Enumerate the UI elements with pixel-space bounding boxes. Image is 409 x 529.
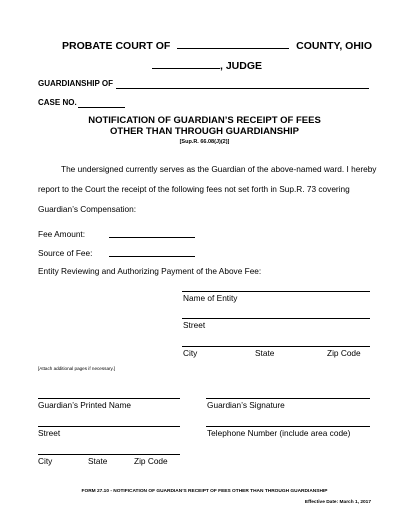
signature-line[interactable]	[206, 398, 370, 399]
case-no-blank[interactable]	[78, 107, 125, 108]
court-prefix: PROBATE COURT OF	[62, 40, 171, 52]
judge-heading	[152, 60, 262, 72]
case-no-label: CASE NO.	[38, 98, 77, 107]
guardianship-of-label: GUARDIANSHIP OF	[38, 79, 113, 88]
signature-label: Guardian’s Signature	[207, 400, 285, 410]
entity-street-label: Street	[183, 320, 206, 330]
ward-name-blank[interactable]	[116, 88, 369, 89]
printed-name-label: Guardian’s Printed Name	[38, 400, 132, 410]
fee-amount-label: Fee Amount:	[38, 229, 86, 239]
entity-reviewing-label: Entity Reviewing and Authorizing Payment of the Above Fee:	[38, 266, 262, 276]
entity-name-line[interactable]	[182, 291, 370, 292]
entity-name-label: Name of Entity	[183, 293, 238, 303]
guardian-zip-label: Zip Code	[134, 456, 168, 466]
telephone-label: Telephone Number (include area code)	[207, 428, 351, 438]
source-of-fee-blank[interactable]	[109, 256, 195, 257]
telephone-line[interactable]	[206, 426, 370, 427]
guardian-city-label: City	[38, 456, 53, 466]
attach-note: [Attach additional pages if necessary.]	[38, 366, 116, 371]
entity-street-line[interactable]	[182, 318, 370, 319]
guardian-city-line[interactable]	[38, 454, 180, 455]
body-line3: Guardian’s Compensation:	[38, 204, 137, 214]
entity-state-label: State	[255, 348, 275, 358]
court-suffix: COUNTY, OHIO	[296, 40, 372, 52]
body-line2: report to the Court the receipt of the following fees not set forth in Sup.R. 73 covering	[38, 184, 350, 194]
effective-date: Effective Date: March 1, 2017	[304, 500, 371, 505]
body-line1: The undersigned currently serves as the Guardian of the above-named ward. I hereby	[61, 164, 377, 174]
entity-city-label: City	[183, 348, 198, 358]
form-footer: FORM 27.10 - NOTIFICATION OF GUARDIAN’S RECEIPT OF FEES OTHER THAN THROUGH GUARDIANSHIP	[81, 489, 328, 494]
court-heading	[62, 40, 372, 52]
entity-zip-label: Zip Code	[327, 348, 361, 358]
form-title-line1: NOTIFICATION OF GUARDIAN’S RECEIPT OF FEES	[88, 115, 321, 126]
fee-amount-blank[interactable]	[109, 237, 195, 238]
guardian-street-line[interactable]	[38, 426, 180, 427]
printed-name-line[interactable]	[38, 398, 180, 399]
judge-name-blank[interactable]	[152, 68, 220, 69]
guardian-state-label: State	[88, 456, 108, 466]
county-blank[interactable]	[177, 48, 289, 49]
rule-reference: [Sup.R. 66.08(J)(2)]	[179, 139, 230, 145]
guardian-street-label: Street	[38, 428, 61, 438]
judge-label: , JUDGE	[220, 60, 263, 72]
form-title-line2: OTHER THAN THROUGH GUARDIANSHIP	[110, 126, 299, 137]
entity-city-line[interactable]	[182, 346, 370, 347]
source-of-fee-label: Source of Fee:	[38, 248, 93, 258]
